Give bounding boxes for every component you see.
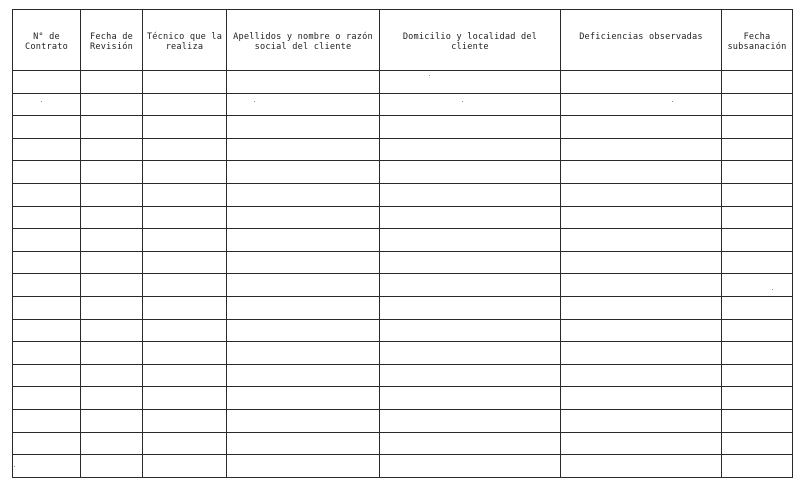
empty-cell: [143, 409, 227, 432]
empty-cell: [13, 206, 81, 229]
empty-cell: [13, 116, 81, 139]
empty-cell: [722, 342, 793, 365]
empty-cell: [561, 183, 722, 206]
empty-cell: [143, 138, 227, 161]
table-row: [13, 93, 793, 116]
empty-cell: [380, 229, 561, 252]
header-client-name: [227, 10, 380, 71]
empty-cell: [380, 251, 561, 274]
empty-cell: [143, 387, 227, 410]
empty-cell: [227, 319, 380, 342]
header-review-date: [81, 10, 143, 71]
header-label: Fecha subsanación: [727, 32, 787, 52]
empty-cell: [380, 296, 561, 319]
table-row: [13, 432, 793, 455]
empty-cell: [561, 409, 722, 432]
empty-cell: [227, 206, 380, 229]
empty-cell: [722, 319, 793, 342]
empty-cell: [722, 71, 793, 94]
table-row: [13, 319, 793, 342]
empty-cell: [561, 432, 722, 455]
empty-cell: [227, 274, 380, 297]
header-label: Técnico que la realiza: [146, 32, 223, 52]
empty-cell: [13, 455, 81, 478]
empty-cell: [227, 71, 380, 94]
empty-cell: [13, 93, 81, 116]
empty-cell: [81, 319, 143, 342]
empty-cell: [227, 251, 380, 274]
empty-cell: [227, 296, 380, 319]
header-label: Deficiencias observadas: [579, 32, 703, 42]
empty-cell: [143, 364, 227, 387]
empty-cell: [81, 229, 143, 252]
empty-cell: [13, 387, 81, 410]
table-row: [13, 409, 793, 432]
empty-cell: [143, 93, 227, 116]
empty-cell: [13, 71, 81, 94]
empty-cell: [227, 161, 380, 184]
empty-cell: [722, 206, 793, 229]
inspection-record-sheet: [12, 9, 792, 471]
empty-cell: [81, 161, 143, 184]
empty-cell: [81, 138, 143, 161]
empty-cell: [143, 71, 227, 94]
empty-cell: [722, 138, 793, 161]
empty-cell: [722, 229, 793, 252]
table-row: [13, 71, 793, 94]
empty-cell: [143, 432, 227, 455]
empty-cell: [227, 183, 380, 206]
inspection-table: [12, 9, 793, 478]
empty-cell: [143, 161, 227, 184]
empty-cell: [81, 206, 143, 229]
empty-cell: [13, 183, 81, 206]
empty-cell: [227, 93, 380, 116]
header-technician: [143, 10, 227, 71]
empty-cell: [13, 409, 81, 432]
empty-cell: [227, 342, 380, 365]
empty-cell: [561, 229, 722, 252]
table-row: [13, 296, 793, 319]
empty-cell: [380, 319, 561, 342]
empty-cell: [227, 387, 380, 410]
empty-cell: [143, 206, 227, 229]
empty-cell: [81, 409, 143, 432]
empty-cell: [380, 409, 561, 432]
empty-cell: [722, 387, 793, 410]
header-deficiencies: [561, 10, 722, 71]
empty-cell: [561, 364, 722, 387]
empty-cell: [380, 161, 561, 184]
empty-cell: [722, 274, 793, 297]
empty-cell: [13, 364, 81, 387]
empty-cell: [380, 183, 561, 206]
empty-cell: [561, 455, 722, 478]
header-client-address: [380, 10, 561, 71]
empty-cell: [722, 116, 793, 139]
empty-cell: [227, 229, 380, 252]
empty-cell: [143, 342, 227, 365]
empty-cell: [561, 251, 722, 274]
table-row: [13, 161, 793, 184]
empty-cell: [561, 319, 722, 342]
empty-cell: [13, 432, 81, 455]
empty-cell: [380, 274, 561, 297]
table-row: [13, 455, 793, 478]
empty-cell: [561, 296, 722, 319]
empty-cell: [380, 432, 561, 455]
empty-cell: [722, 93, 793, 116]
empty-cell: [722, 409, 793, 432]
empty-cell: [143, 116, 227, 139]
empty-cell: [722, 161, 793, 184]
empty-cell: [81, 183, 143, 206]
empty-cell: [81, 364, 143, 387]
table-row: [13, 206, 793, 229]
empty-cell: [722, 183, 793, 206]
empty-cell: [722, 432, 793, 455]
empty-cell: [722, 455, 793, 478]
empty-cell: [380, 116, 561, 139]
empty-cell: [81, 116, 143, 139]
empty-cell: [722, 296, 793, 319]
empty-cell: [13, 229, 81, 252]
empty-cell: [81, 342, 143, 365]
empty-cell: [380, 387, 561, 410]
empty-cell: [380, 71, 561, 94]
table-row: [13, 138, 793, 161]
table-row: [13, 183, 793, 206]
empty-cell: [380, 342, 561, 365]
empty-cell: [227, 455, 380, 478]
empty-cell: [722, 364, 793, 387]
empty-cell: [81, 71, 143, 94]
empty-cell: [561, 161, 722, 184]
empty-cell: [13, 138, 81, 161]
empty-cell: [380, 455, 561, 478]
header-contract-number: [13, 10, 81, 71]
empty-cell: [561, 71, 722, 94]
header-label: N° de Contrato: [25, 32, 68, 52]
empty-cell: [380, 206, 561, 229]
empty-cell: [143, 229, 227, 252]
empty-cell: [143, 274, 227, 297]
header-correction-date: [722, 10, 793, 71]
empty-cell: [13, 319, 81, 342]
empty-cell: [227, 364, 380, 387]
empty-cell: [143, 455, 227, 478]
empty-cell: [561, 93, 722, 116]
empty-cell: [380, 138, 561, 161]
empty-cell: [561, 274, 722, 297]
empty-cell: [227, 138, 380, 161]
empty-cell: [561, 342, 722, 365]
empty-cell: [227, 432, 380, 455]
empty-cell: [380, 364, 561, 387]
empty-cell: [143, 183, 227, 206]
table-row: [13, 251, 793, 274]
empty-cell: [13, 251, 81, 274]
empty-cell: [81, 432, 143, 455]
empty-cell: [13, 296, 81, 319]
table-row: [13, 387, 793, 410]
empty-cell: [143, 319, 227, 342]
empty-cell: [13, 274, 81, 297]
empty-cell: [13, 342, 81, 365]
table-row: [13, 342, 793, 365]
empty-cell: [143, 251, 227, 274]
empty-cell: [722, 251, 793, 274]
table-row: [13, 274, 793, 297]
table-row: [13, 229, 793, 252]
table-header-row: [13, 10, 793, 71]
empty-cell: [561, 387, 722, 410]
empty-cell: [143, 296, 227, 319]
empty-cell: [561, 138, 722, 161]
empty-cell: [81, 274, 143, 297]
empty-cell: [81, 93, 143, 116]
header-label: Domicilio y localidad del cliente: [402, 32, 538, 52]
header-label: Fecha de Revisión: [90, 32, 133, 52]
empty-cell: [227, 116, 380, 139]
empty-cell: [81, 387, 143, 410]
header-label: Apellidos y nombre o razón social del cliente: [233, 32, 373, 52]
empty-cell: [13, 161, 81, 184]
table-row: [13, 364, 793, 387]
empty-cell: [561, 116, 722, 139]
empty-cell: [227, 409, 380, 432]
empty-cell: [81, 296, 143, 319]
empty-cell: [81, 455, 143, 478]
table-row: [13, 116, 793, 139]
table-body: [13, 71, 793, 478]
empty-cell: [81, 251, 143, 274]
empty-cell: [561, 206, 722, 229]
empty-cell: [380, 93, 561, 116]
